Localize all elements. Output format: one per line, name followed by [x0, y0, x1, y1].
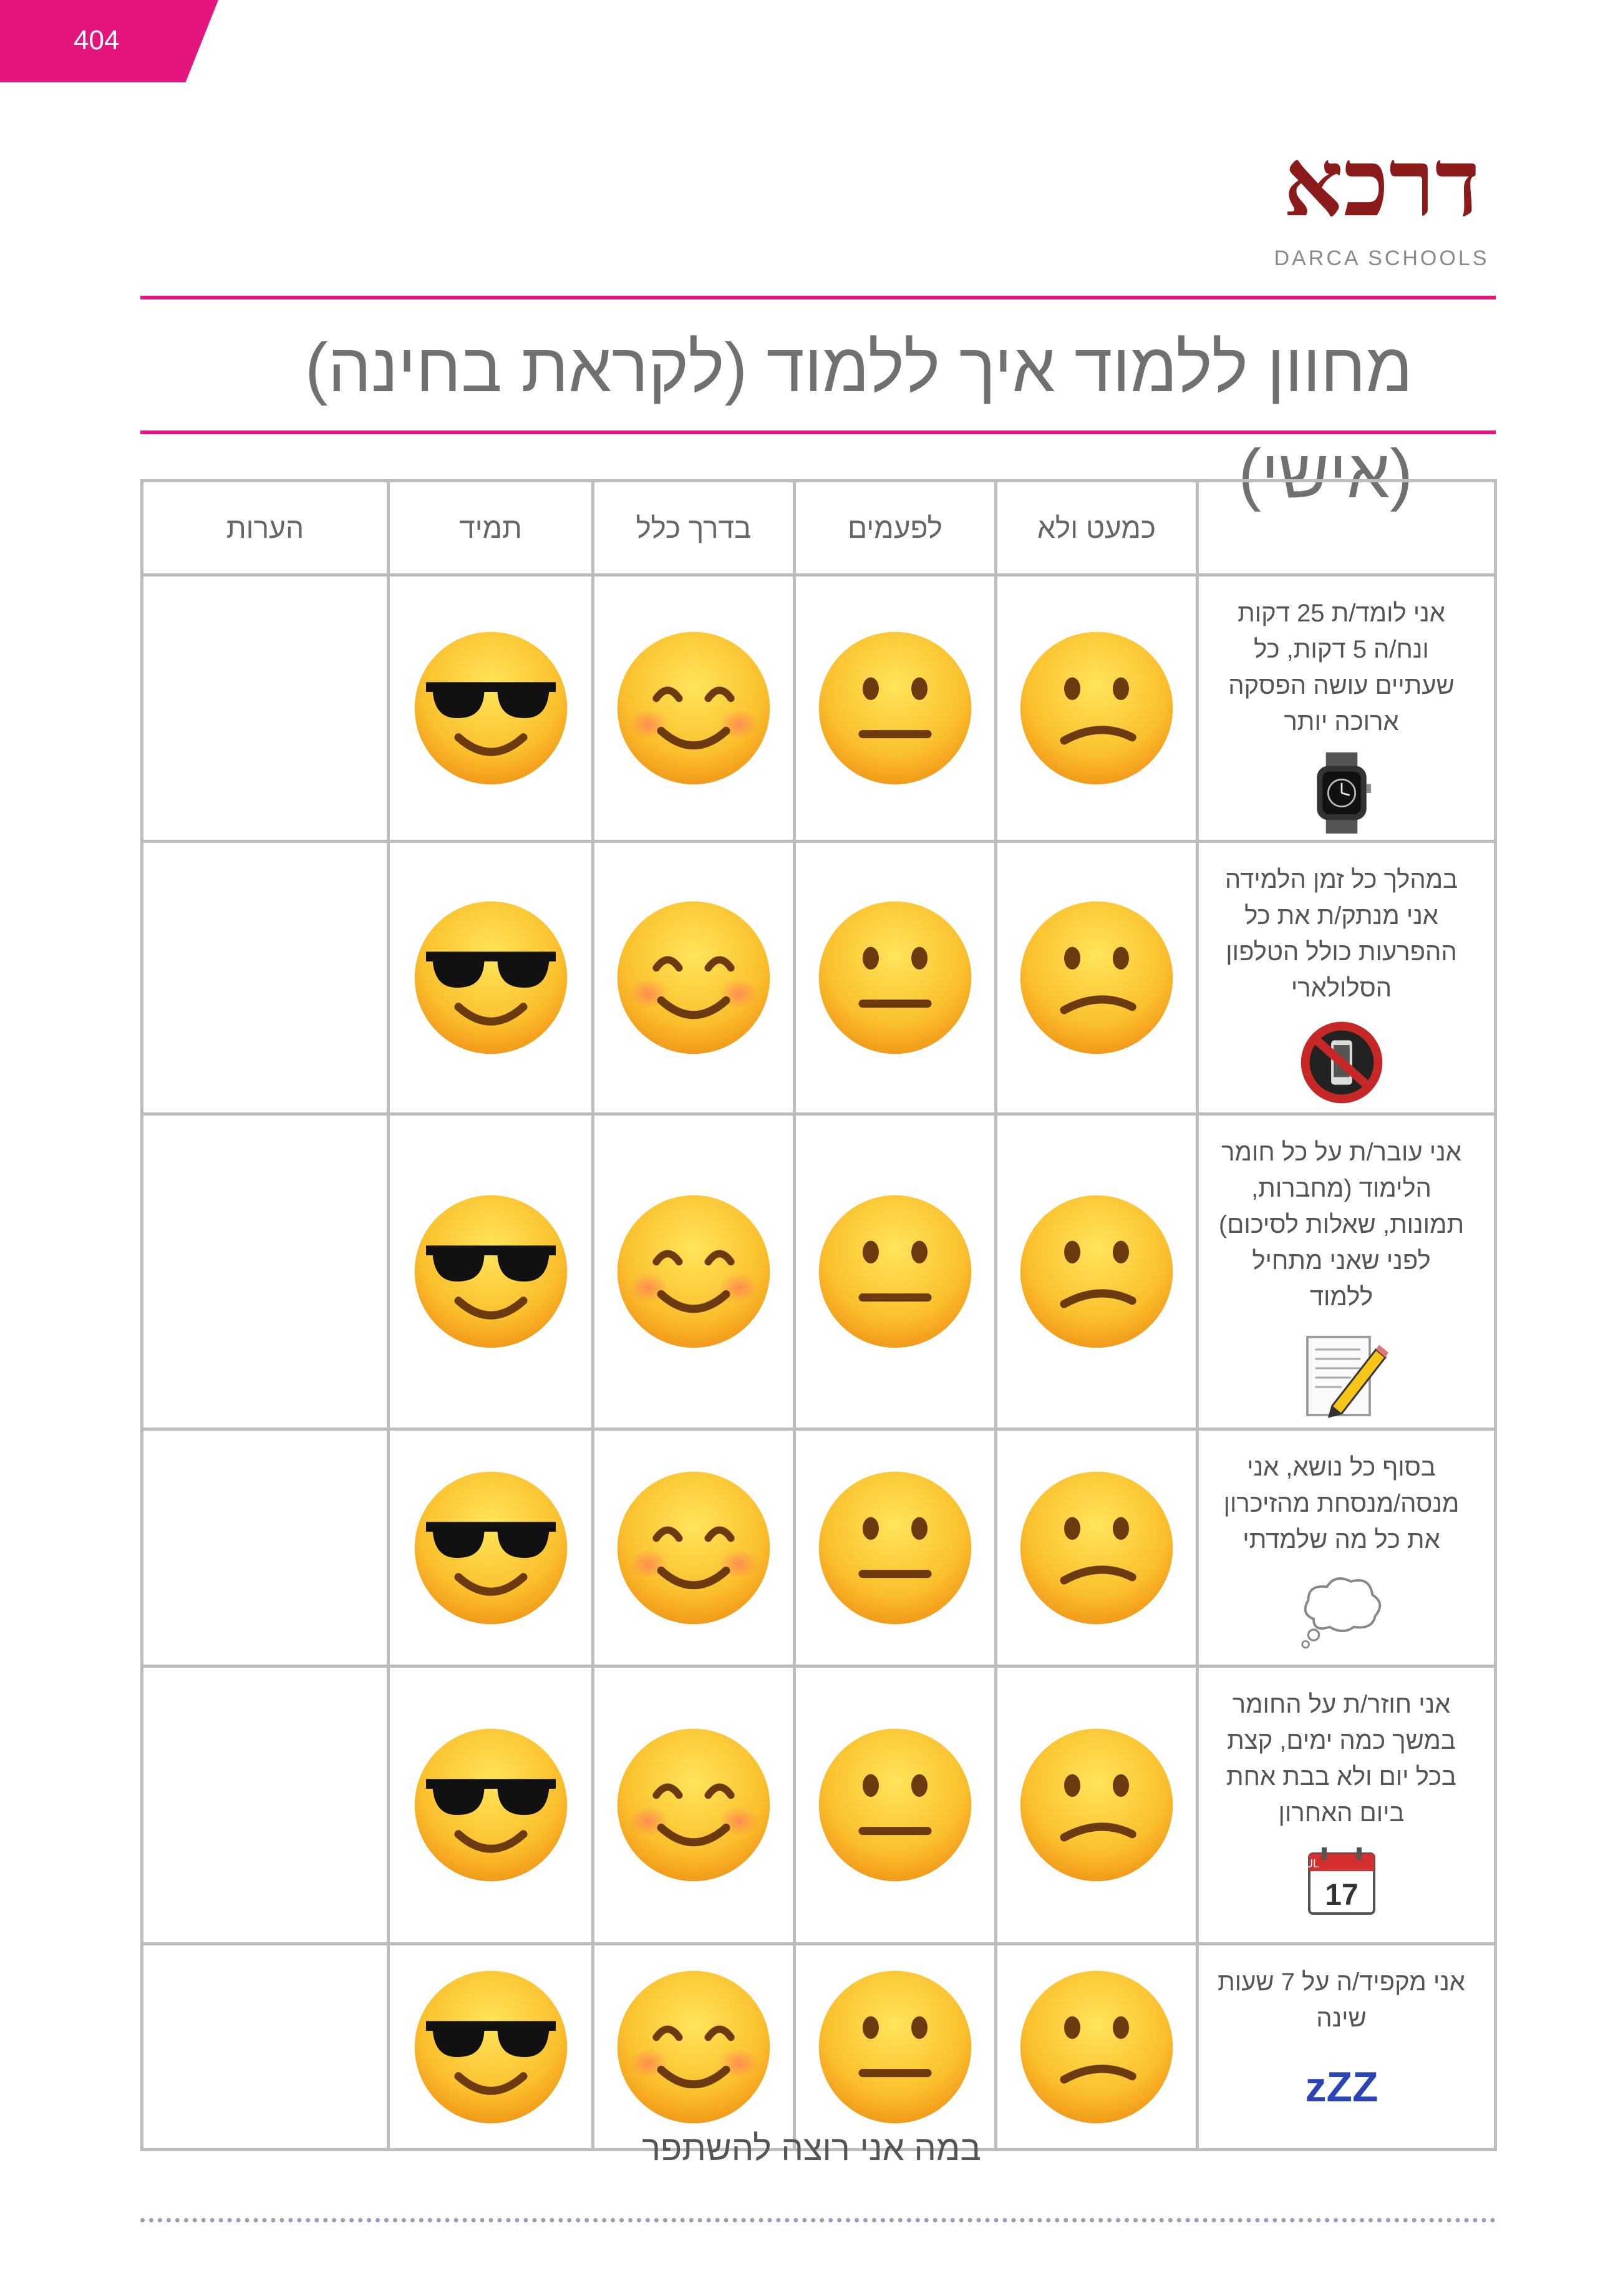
- header-sometimes: לפעמים: [795, 481, 996, 575]
- smiling-blush-emoji-icon: [613, 1467, 775, 1629]
- neutral-emoji-icon: [814, 1966, 976, 2128]
- header-row: [142, 481, 1496, 575]
- cell-sometimes[interactable]: [795, 1429, 996, 1666]
- thought-bubble-icon: [1295, 1570, 1388, 1651]
- answer-dotted-line[interactable]: [140, 2218, 1496, 2222]
- comment-cell[interactable]: [142, 1114, 389, 1429]
- criterion-text: אני עובר/ת על כל חומר הלימוד (מחברות, תמונות, שאלות לסיכום) לפני שאני מתחיל ללמוד: [1218, 1139, 1465, 1311]
- neutral-emoji-icon: [814, 1467, 976, 1629]
- cell-rarely[interactable]: [996, 575, 1198, 842]
- criterion-text: אני חוזר/ת על החומר במשך כמה ימים, קצת בכל יום ולא בבת אחת ביום האחרון: [1226, 1691, 1456, 1827]
- smiling-blush-emoji-icon: [613, 627, 775, 789]
- criterion-text: בסוף כל נושא, אני מנסה/מנסחת מהזיכרון את כל מה שלמדתי: [1223, 1454, 1460, 1554]
- cell-sometimes[interactable]: [795, 1114, 996, 1429]
- cell-rarely[interactable]: [996, 842, 1198, 1114]
- page-number: 404: [74, 25, 120, 56]
- criterion-cell: [1198, 1114, 1496, 1429]
- comment-cell[interactable]: [142, 1944, 389, 2150]
- neutral-emoji-icon: [814, 897, 976, 1059]
- confused-emoji-icon: [1015, 627, 1178, 789]
- cell-always[interactable]: [389, 1944, 593, 2150]
- cell-rarely[interactable]: [996, 1666, 1198, 1944]
- calendar-month: JUL: [1299, 1857, 1319, 1870]
- criterion-cell: [1198, 1666, 1496, 1944]
- no-phone-icon: [1298, 1019, 1385, 1106]
- notepad-pencil-icon: [1295, 1328, 1388, 1421]
- rubric-table: [140, 479, 1497, 2151]
- criterion-cell: [1198, 1429, 1496, 1666]
- comment-cell[interactable]: [142, 575, 389, 842]
- watch-icon: [1307, 752, 1376, 834]
- cell-usually[interactable]: [593, 1944, 795, 2150]
- header-rarely: כמעט ולא: [996, 481, 1198, 575]
- cell-always[interactable]: [389, 842, 593, 1114]
- table-row: [142, 1114, 1496, 1429]
- confused-emoji-icon: [1015, 897, 1178, 1059]
- cell-rarely[interactable]: [996, 1429, 1198, 1666]
- cell-sometimes[interactable]: [795, 1666, 996, 1944]
- criterion-cell: [1198, 842, 1496, 1114]
- table-row: [142, 1944, 1496, 2150]
- confused-emoji-icon: [1015, 1724, 1178, 1886]
- cell-always[interactable]: [389, 1429, 593, 1666]
- cell-usually[interactable]: [593, 1666, 795, 1944]
- table-row: [142, 1429, 1496, 1666]
- title-bottom-rule: [140, 430, 1496, 434]
- logo-hebrew: דרכא: [1283, 132, 1480, 236]
- cell-sometimes[interactable]: [795, 842, 996, 1114]
- sunglasses-emoji-icon: [410, 1190, 572, 1353]
- zzz-text: zZZ: [1304, 2063, 1378, 2111]
- header-usually: בדרך כלל: [593, 481, 795, 575]
- comment-cell[interactable]: [142, 842, 389, 1114]
- darca-logo: [1266, 134, 1497, 271]
- confused-emoji-icon: [1015, 1190, 1178, 1353]
- sunglasses-emoji-icon: [410, 897, 572, 1059]
- sunglasses-emoji-icon: [410, 1966, 572, 2128]
- cell-usually[interactable]: [593, 1114, 795, 1429]
- neutral-emoji-icon: [814, 1190, 976, 1353]
- neutral-emoji-icon: [814, 1724, 976, 1886]
- calendar-day: 17: [1324, 1879, 1359, 1912]
- cell-usually[interactable]: [593, 575, 795, 842]
- smiling-blush-emoji-icon: [613, 1966, 775, 2128]
- smiling-blush-emoji-icon: [613, 897, 775, 1059]
- cell-sometimes[interactable]: [795, 1944, 996, 2150]
- cell-always[interactable]: [389, 1114, 593, 1429]
- cell-always[interactable]: [389, 1666, 593, 1944]
- criterion-cell: [1198, 575, 1496, 842]
- header-comments: הערות: [142, 481, 389, 575]
- comment-cell[interactable]: [142, 1429, 389, 1666]
- cell-always[interactable]: [389, 575, 593, 842]
- confused-emoji-icon: [1015, 1966, 1178, 2128]
- smiling-blush-emoji-icon: [613, 1724, 775, 1886]
- criterion-text: אני לומד/ת 25 דקות ונח/ה 5 דקות, כל שעתיים עושה הפסקה ארוכה יותר: [1228, 600, 1455, 736]
- neutral-emoji-icon: [814, 627, 976, 789]
- sunglasses-emoji-icon: [410, 627, 572, 789]
- sunglasses-emoji-icon: [410, 1724, 572, 1886]
- improvement-question: במה אני רוצה להשתפר: [642, 2128, 981, 2167]
- comment-cell[interactable]: [142, 1666, 389, 1944]
- criterion-cell: [1198, 1944, 1496, 2150]
- criterion-text: אני מקפיד/ה על 7 שעות שינה: [1218, 1968, 1465, 2032]
- smiling-blush-emoji-icon: [613, 1190, 775, 1353]
- table-row: [142, 575, 1496, 842]
- header-criteria: [1198, 481, 1496, 575]
- header-always: תמיד: [389, 481, 593, 575]
- cell-usually[interactable]: [593, 1429, 795, 1666]
- confused-emoji-icon: [1015, 1467, 1178, 1629]
- title-top-rule: [140, 296, 1496, 299]
- page-title: מחוון ללמוד איך ללמוד (לקראת בחינה) (אישי): [305, 329, 1413, 512]
- calendar-icon: [1299, 1844, 1379, 1919]
- cell-rarely[interactable]: [996, 1944, 1198, 2150]
- cell-sometimes[interactable]: [795, 575, 996, 842]
- sleep-zzz-icon: [1292, 2049, 1392, 2111]
- table-row: [142, 842, 1496, 1114]
- sunglasses-emoji-icon: [410, 1467, 572, 1629]
- table-row: [142, 1666, 1496, 1944]
- logo-english: DARCA SCHOOLS: [1274, 246, 1490, 270]
- cell-usually[interactable]: [593, 842, 795, 1114]
- cell-rarely[interactable]: [996, 1114, 1198, 1429]
- criterion-text: במהלך כל זמן הלמידה אני מנתק/ת את כל ההפרעות כולל הטלפון הסלולארי: [1224, 866, 1458, 1002]
